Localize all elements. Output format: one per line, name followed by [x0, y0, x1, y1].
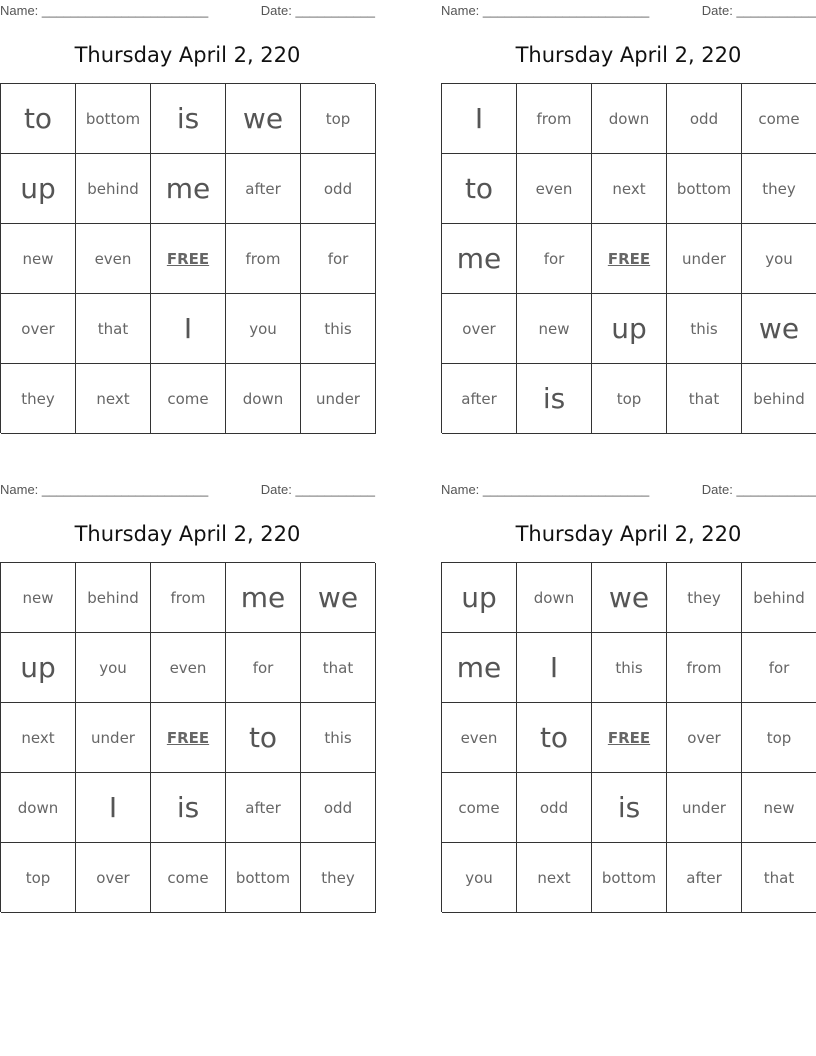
bingo-cell: this: [301, 703, 376, 773]
bingo-cell: top: [1, 843, 76, 913]
free-space-cell: FREE: [592, 703, 667, 773]
bingo-cell: is: [151, 773, 226, 843]
bingo-cell: up: [592, 294, 667, 364]
bingo-cell: from: [667, 633, 742, 703]
bingo-cell: up: [1, 633, 76, 703]
bingo-cell: under: [667, 773, 742, 843]
bingo-cell: they: [742, 154, 816, 224]
bingo-cell: odd: [517, 773, 592, 843]
bingo-cell: after: [226, 154, 301, 224]
card-title: Thursday April 2, 220: [515, 43, 742, 67]
bingo-cell: you: [226, 294, 301, 364]
bingo-cell: this: [301, 294, 376, 364]
bingo-cell: top: [592, 364, 667, 434]
bingo-cell: me: [442, 224, 517, 294]
bingo-cell: come: [151, 364, 226, 434]
bingo-cell: you: [442, 843, 517, 913]
bingo-cell: even: [442, 703, 517, 773]
bingo-cell: from: [226, 224, 301, 294]
bingo-cell: to: [1, 84, 76, 154]
bingo-cell: we: [742, 294, 816, 364]
bingo-cell: I: [76, 773, 151, 843]
bingo-cell: over: [76, 843, 151, 913]
bingo-cell: new: [1, 563, 76, 633]
bingo-cell: for: [517, 224, 592, 294]
bingo-grid: [441, 83, 816, 433]
bingo-cell: after: [442, 364, 517, 434]
bingo-cell: me: [151, 154, 226, 224]
bingo-cell: this: [592, 633, 667, 703]
bingo-cell: down: [226, 364, 301, 434]
bingo-cell: behind: [76, 154, 151, 224]
bingo-cell: to: [442, 154, 517, 224]
bingo-cell: that: [742, 843, 816, 913]
bingo-cell: even: [151, 633, 226, 703]
bingo-cell: new: [517, 294, 592, 364]
bingo-cell: is: [517, 364, 592, 434]
bingo-cell: even: [517, 154, 592, 224]
bingo-cell: bottom: [76, 84, 151, 154]
bingo-cell: you: [742, 224, 816, 294]
bingo-cell: for: [226, 633, 301, 703]
bingo-cell: they: [667, 563, 742, 633]
bingo-cell: bottom: [667, 154, 742, 224]
bingo-cell: I: [442, 84, 517, 154]
bingo-cell: come: [151, 843, 226, 913]
bingo-cell: top: [301, 84, 376, 154]
bingo-cell: bottom: [592, 843, 667, 913]
bingo-cell: behind: [76, 563, 151, 633]
date-field-label: Date: ___________: [260, 482, 375, 497]
name-field-label: Name: _______________________: [441, 3, 650, 18]
free-space-cell: FREE: [151, 224, 226, 294]
bingo-cell: under: [667, 224, 742, 294]
card-title: Thursday April 2, 220: [74, 43, 301, 67]
bingo-cell: up: [1, 154, 76, 224]
name-field-label: Name: _______________________: [0, 3, 209, 18]
bingo-cell: new: [742, 773, 816, 843]
bingo-cell: me: [442, 633, 517, 703]
card-header: [441, 479, 816, 501]
bingo-cell: under: [76, 703, 151, 773]
card-title: Thursday April 2, 220: [515, 522, 742, 546]
bingo-cell: even: [76, 224, 151, 294]
bingo-grid: [0, 83, 375, 433]
bingo-cell: from: [517, 84, 592, 154]
card-header: [441, 0, 816, 22]
bingo-cell: from: [151, 563, 226, 633]
bingo-cell: down: [1, 773, 76, 843]
bingo-cell: we: [592, 563, 667, 633]
bingo-cell: odd: [301, 773, 376, 843]
card-header: [0, 479, 375, 501]
date-field-label: Date: ___________: [701, 482, 816, 497]
bingo-cell: behind: [742, 364, 816, 434]
bingo-cell: under: [301, 364, 376, 434]
bingo-cell: next: [592, 154, 667, 224]
bingo-cell: bottom: [226, 843, 301, 913]
bingo-cell: next: [76, 364, 151, 434]
bingo-cell: is: [151, 84, 226, 154]
bingo-cell: we: [301, 563, 376, 633]
date-field-label: Date: ___________: [701, 3, 816, 18]
bingo-cell: to: [517, 703, 592, 773]
bingo-cell: that: [301, 633, 376, 703]
free-space-cell: FREE: [151, 703, 226, 773]
bingo-cell: odd: [667, 84, 742, 154]
bingo-grid: [441, 562, 816, 912]
bingo-grid: [0, 562, 375, 912]
bingo-cell: come: [742, 84, 816, 154]
bingo-cell: we: [226, 84, 301, 154]
bingo-cell: you: [76, 633, 151, 703]
bingo-cell: odd: [301, 154, 376, 224]
bingo-cell: to: [226, 703, 301, 773]
bingo-cell: that: [76, 294, 151, 364]
bingo-cell: over: [1, 294, 76, 364]
bingo-cell: is: [592, 773, 667, 843]
bingo-cell: this: [667, 294, 742, 364]
bingo-cell: after: [226, 773, 301, 843]
bingo-cell: after: [667, 843, 742, 913]
free-space-cell: FREE: [592, 224, 667, 294]
bingo-cell: I: [151, 294, 226, 364]
bingo-cell: next: [517, 843, 592, 913]
bingo-cell: over: [667, 703, 742, 773]
bingo-cell: for: [301, 224, 376, 294]
card-title: Thursday April 2, 220: [74, 522, 301, 546]
name-field-label: Name: _______________________: [441, 482, 650, 497]
bingo-cell: they: [1, 364, 76, 434]
bingo-cell: behind: [742, 563, 816, 633]
bingo-cell: me: [226, 563, 301, 633]
bingo-cell: I: [517, 633, 592, 703]
bingo-cell: come: [442, 773, 517, 843]
bingo-cell: over: [442, 294, 517, 364]
bingo-cell: next: [1, 703, 76, 773]
date-field-label: Date: ___________: [260, 3, 375, 18]
card-header: [0, 0, 375, 22]
bingo-cell: down: [517, 563, 592, 633]
bingo-cell: for: [742, 633, 816, 703]
bingo-cell: top: [742, 703, 816, 773]
bingo-cell: they: [301, 843, 376, 913]
bingo-cell: that: [667, 364, 742, 434]
name-field-label: Name: _______________________: [0, 482, 209, 497]
bingo-cell: down: [592, 84, 667, 154]
bingo-cell: new: [1, 224, 76, 294]
bingo-cell: up: [442, 563, 517, 633]
